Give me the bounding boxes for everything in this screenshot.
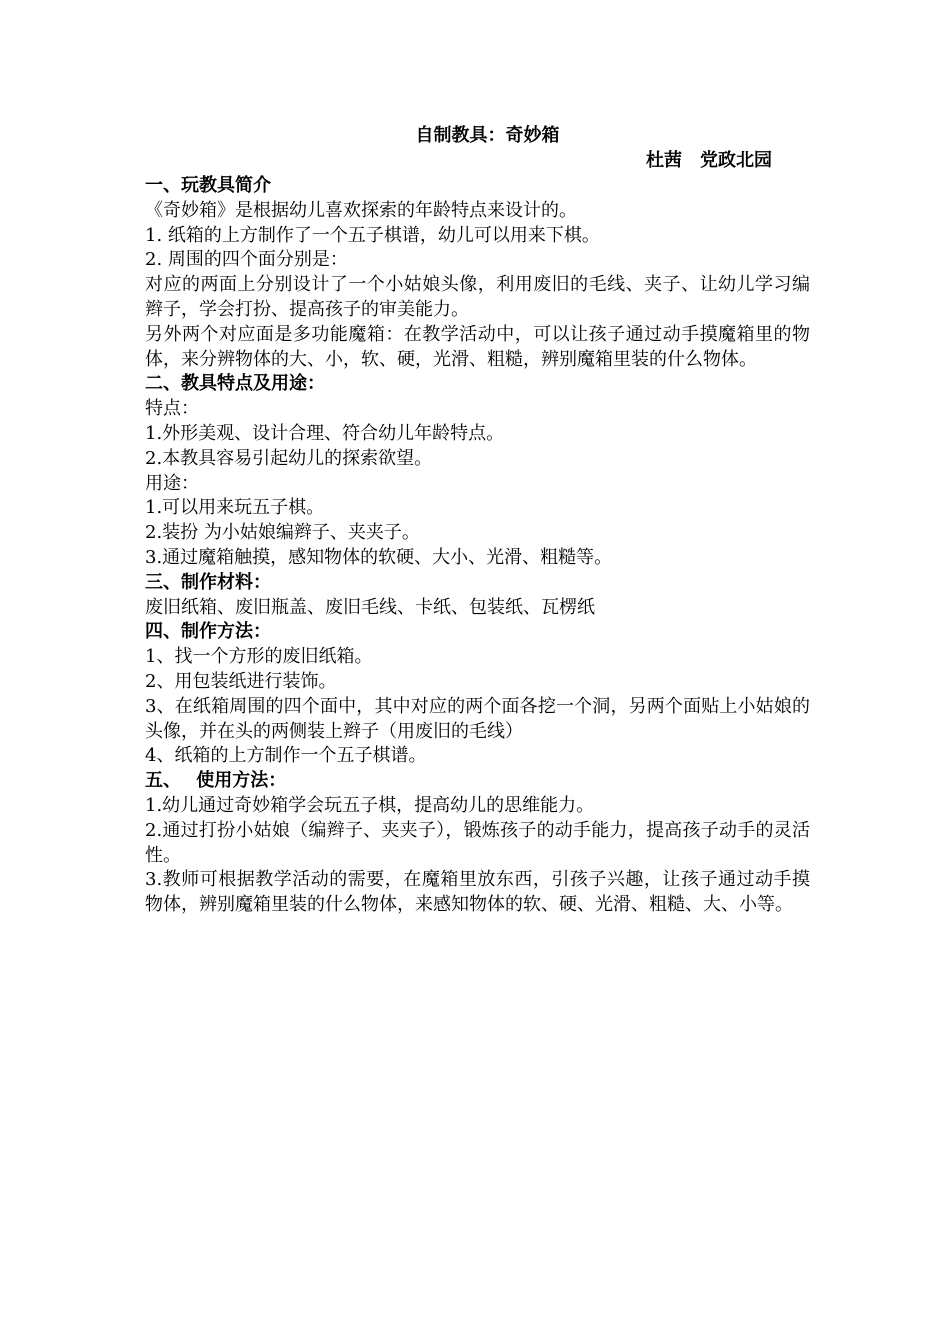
document-page — [145, 124, 810, 918]
section-heading-materials: 三、制作材料： — [145, 571, 271, 593]
document-title: 自制教具：奇妙箱 — [415, 125, 560, 146]
author-line: 杜茜 党政北园 — [646, 150, 772, 171]
intro-paragraph: 《奇妙箱》是根据幼儿喜欢探索的年龄特点来设计的。 — [145, 199, 577, 221]
features-line: 用途： — [145, 472, 199, 494]
method-step: 4、纸箱的上方制作一个五子棋谱。 — [145, 745, 427, 767]
features-line: 2.本教具容易引起幼儿的探索欲望。 — [145, 447, 433, 469]
intro-paragraph: 2. 周围的四个面分别是： — [145, 249, 348, 271]
intro-paragraph: 另外两个对应面是多功能魔箱：在教学活动中，可以让孩子通过动手摸魔箱里的物体，来分辨物体的大、小，软、硬，光滑、粗糙，辨别魔箱里装的什么物体。 — [145, 323, 810, 370]
section-heading-intro: 一、玩教具简介 — [145, 175, 271, 196]
features-line: 1.外形美观、设计合理、符合幼儿年龄特点。 — [145, 422, 505, 444]
usage-item: 3.教师可根据教学活动的需要，在魔箱里放东西，引孩子兴趣，让孩子通过动手摸物体，辨别魔箱里装的什么物体，来感知物体的软、硬、光滑、粗糙、大、小等。 — [145, 869, 810, 916]
method-step: 2、用包装纸进行装饰。 — [145, 670, 337, 692]
section-heading-features: 二、教具特点及用途： — [145, 373, 325, 395]
intro-paragraph: 对应的两面上分别设计了一个小姑娘头像，利用废旧的毛线、夹子、让幼儿学习编辫子，学会打扮、提高孩子的审美能力。 — [145, 274, 810, 320]
method-step: 1、找一个方形的废旧纸箱。 — [145, 646, 373, 668]
materials-line: 废旧纸箱、废旧瓶盖、废旧毛线、卡纸、包装纸、瓦楞纸 — [145, 596, 595, 618]
intro-paragraph: 1. 纸箱的上方制作了一个五子棋谱，幼儿可以用来下棋。 — [145, 224, 600, 246]
method-step: 3、在纸箱周围的四个面中，其中对应的两个面各挖一个洞，另两个面贴上小姑娘的头像，并在头的两侧装上辫子（用废旧的毛线） — [145, 695, 810, 742]
usage-item: 2.通过打扮小姑娘（编辫子、夹夹子），锻炼孩子的动手能力，提高孩子动手的灵活性。 — [145, 819, 810, 866]
features-line: 特点： — [145, 398, 199, 420]
features-line: 1.可以用来玩五子棋。 — [145, 497, 325, 519]
usage-item: 1.幼儿通过奇妙箱学会玩五子棋，提高幼儿的思维能力。 — [145, 794, 595, 816]
features-line: 2.装扮 为小姑娘编辫子、夹夹子。 — [145, 522, 420, 544]
features-line: 3.通过魔箱触摸，感知物体的软硬、大小、光滑、粗糙等。 — [145, 546, 613, 568]
section-heading-usage: 五、 使用方法： — [145, 770, 287, 792]
section-heading-method: 四、制作方法： — [145, 621, 271, 643]
